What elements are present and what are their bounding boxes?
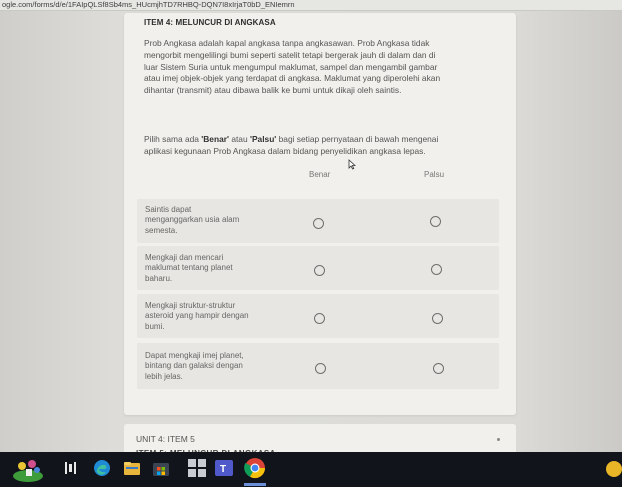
instruction-text: Pilih sama ada bbox=[144, 134, 202, 144]
row-label bbox=[145, 351, 270, 382]
description-line: Prob Angkasa adalah kapal angkasa tanpa angkasawan. Prob Angkasa tidak bbox=[144, 38, 430, 48]
row-label-line: bumi. bbox=[145, 321, 165, 331]
description-line: luar Sistem Suria untuk mengumpul maklumat, sampel dan mengambil gambar bbox=[144, 61, 438, 72]
active-app-indicator bbox=[244, 483, 266, 486]
address-bar[interactable]: ogle.com/forms/d/e/1FAIpQLSf8Sb4ms_HUcmjhTD7RHBQ-DQN7I8xIrjaT0bD_ENIemrn bbox=[0, 0, 622, 11]
radio-benar[interactable] bbox=[313, 218, 324, 229]
description-line: dihantar (transmit) atau dibawa balik ke bumi untuk dikaji oleh saintis. bbox=[144, 85, 402, 96]
store-icon[interactable] bbox=[152, 459, 170, 477]
column-header-benar: Benar bbox=[309, 170, 331, 179]
radio-palsu[interactable] bbox=[432, 313, 443, 324]
grid-row bbox=[137, 343, 499, 389]
row-label-line: baharu. bbox=[145, 273, 173, 283]
question-instruction bbox=[144, 134, 479, 158]
windows-taskbar bbox=[0, 452, 622, 487]
teams-icon[interactable] bbox=[214, 458, 234, 478]
unit-label: UNIT 4: ITEM 5 bbox=[136, 434, 195, 444]
form-page bbox=[0, 11, 622, 452]
row-label-line: asteroid yang hampir dengan bbox=[145, 311, 249, 321]
description-line: mengorbit mengelilingi bumi seperti satelit tetapi bergerak jauh di dalam dan di bbox=[144, 49, 436, 60]
radio-palsu[interactable] bbox=[431, 264, 442, 275]
question-description bbox=[144, 38, 479, 97]
instruction-benar: 'Benar' bbox=[201, 134, 229, 144]
radio-palsu[interactable] bbox=[433, 363, 444, 374]
weather-icon[interactable] bbox=[10, 456, 46, 482]
instruction-line bbox=[144, 134, 479, 146]
task-view-icon[interactable] bbox=[64, 461, 78, 475]
mouse-cursor-icon bbox=[348, 159, 356, 170]
row-label-line: maklumat tentang planet bbox=[145, 263, 233, 273]
row-label bbox=[145, 301, 270, 332]
notification-icon[interactable] bbox=[606, 461, 622, 477]
column-header-palsu: Palsu bbox=[424, 170, 445, 179]
chrome-icon[interactable] bbox=[244, 457, 266, 479]
radio-benar[interactable] bbox=[314, 313, 325, 324]
row-label-line: Saintis dapat bbox=[145, 205, 192, 214]
radio-palsu[interactable] bbox=[430, 216, 441, 227]
description-line: atau imej objek-objek yang terdapat di angkasa. Maklumat yang diperolehi akan bbox=[144, 73, 441, 84]
radio-benar[interactable] bbox=[315, 363, 326, 374]
row-label-line: bintang dan galaksi dengan bbox=[145, 361, 243, 371]
file-explorer-icon[interactable] bbox=[123, 459, 141, 477]
row-label-line: Mengkaji dan mencari bbox=[145, 253, 224, 262]
grid-row bbox=[137, 246, 499, 290]
windows-icon[interactable] bbox=[186, 457, 208, 479]
row-label-line: semesta. bbox=[145, 225, 178, 235]
row-label-line: lebih jelas. bbox=[145, 371, 183, 381]
svg-text:T: T bbox=[220, 464, 227, 475]
row-label bbox=[145, 205, 270, 236]
question-title: ITEM 4: MELUNCUR DI ANGKASA bbox=[144, 18, 276, 27]
grid-row bbox=[137, 199, 499, 243]
instruction-text: atau bbox=[229, 134, 250, 144]
grid-row bbox=[137, 294, 499, 338]
section-indicator-dot bbox=[497, 438, 500, 441]
row-label-line: Mengkaji struktur-struktur bbox=[145, 301, 236, 310]
instruction-palsu: 'Palsu' bbox=[249, 134, 277, 144]
row-label-line: Dapat mengkaji imej planet, bbox=[145, 351, 244, 360]
row-label-line: menganggarkan usia alam bbox=[145, 215, 240, 225]
edge-icon[interactable] bbox=[93, 459, 111, 477]
radio-benar[interactable] bbox=[314, 265, 325, 276]
question-card bbox=[124, 13, 516, 415]
instruction-line: aplikasi kegunaan Prob Angkasa dalam bidang penyelidikan angkasa lepas. bbox=[144, 145, 426, 156]
row-label bbox=[145, 253, 270, 284]
instruction-text: bagi setiap pernyataan di bawah mengenai bbox=[276, 134, 439, 144]
